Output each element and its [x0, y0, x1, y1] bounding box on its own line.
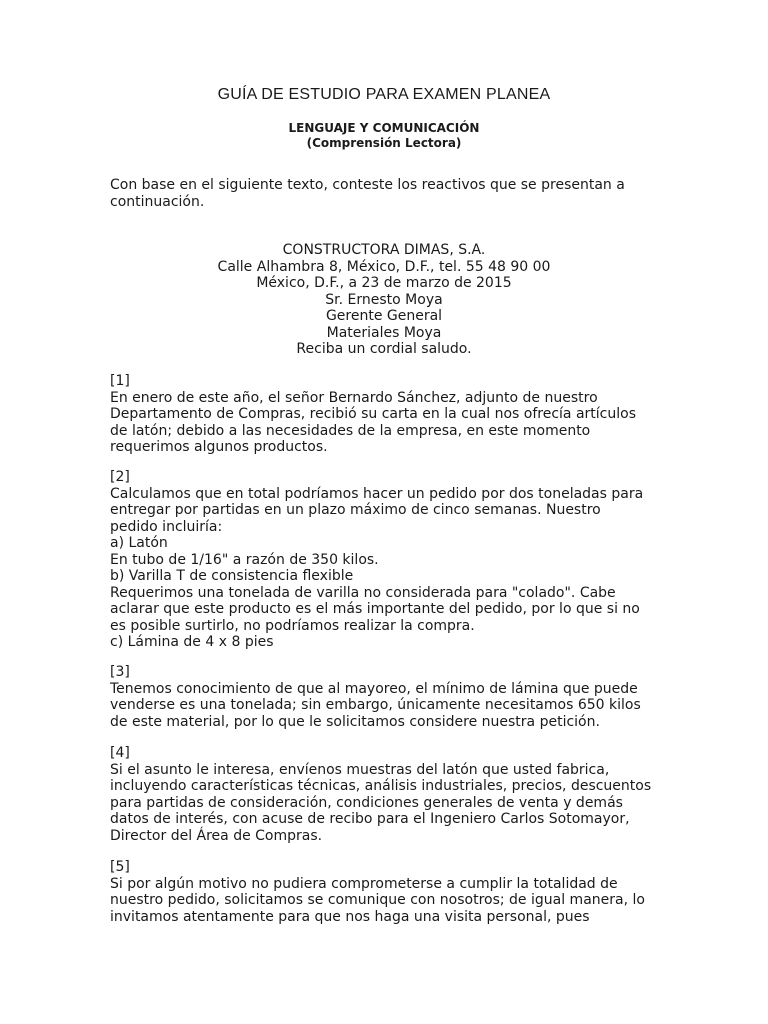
section-3 — [110, 664, 655, 730]
section-line: Si el asunto le interesa, envíenos muestras del latón que usted fabrica, — [110, 761, 610, 778]
section-marker: [1] — [110, 373, 130, 389]
section-1 — [110, 373, 655, 456]
section-line: Director del Área de Compras. — [110, 827, 323, 844]
intro-line: Con base en el siguiente texto, conteste los reactivos que se presentan a — [110, 177, 625, 193]
section-line: c) Lámina de 4 x 8 pies — [110, 634, 274, 650]
section-line: para partidas de consideración, condiciones generales de venta y demás — [110, 794, 623, 811]
company-name: CONSTRUCTORA DIMAS, S.A. — [282, 242, 486, 258]
section-line: requerimos algunos productos. — [110, 439, 328, 455]
section-line: Tenemos conocimiento de que al mayoreo, el mínimo de lámina que puede — [110, 680, 638, 697]
section-line: En tubo de 1/16" a razón de 350 kilos. — [110, 551, 379, 568]
section-line: a) Latón — [110, 535, 168, 551]
section-line: b) Varilla T de consistencia flexible — [110, 568, 354, 584]
recipient-title: Gerente General — [325, 308, 443, 324]
section-line: de este material, por lo que le solicitamos considere nuestra petición. — [110, 713, 600, 730]
document-subtitle — [0, 121, 768, 151]
section-marker: [3] — [110, 664, 130, 680]
section-line: invitamos atentamente para que nos haga una visita personal, pues — [110, 908, 590, 925]
section-line: es posible surtirlo, no podríamos realizar la compra. — [110, 617, 475, 634]
recipient-company: Materiales Moya — [326, 324, 442, 341]
section-line: de latón; debido a las necesidades de la empresa, en este momento — [110, 422, 591, 439]
section-marker: [5] — [110, 859, 130, 875]
recipient-name: Sr. Ernesto Moya — [325, 291, 443, 308]
letter-date: México, D.F., a 23 de marzo de 2015 — [256, 275, 512, 291]
section-2 — [110, 469, 655, 651]
intro-paragraph — [110, 177, 655, 210]
subtitle-topic: (Comprensión Lectora) — [306, 136, 462, 150]
company-address: Calle Alhambra 8, México, D.F., tel. 55 48 90 00 — [217, 258, 551, 275]
section-line: En enero de este año, el señor Bernardo Sánchez, adjunto de nuestro — [110, 389, 598, 406]
section-line: Si por algún motivo no pudiera comprometerse a cumplir la totalidad de — [110, 875, 618, 892]
section-line: incluyendo características técnicas, análisis industriales, precios, descuentos — [110, 778, 652, 794]
section-line: entregar por partidas en un plazo máximo de cinco semanas. Nuestro — [110, 502, 601, 518]
section-4 — [110, 745, 655, 844]
section-line: pedido incluiría: — [110, 518, 223, 535]
section-5 — [110, 859, 655, 925]
section-line: Departamento de Compras, recibió su carta en la cual nos ofrecía artículos — [110, 406, 636, 422]
section-line: datos de interés, con acuse de recibo para el Ingeniero Carlos Sotomayor, — [110, 811, 630, 827]
section-line: venderse es una tonelada; sin embargo, únicamente necesitamos 650 kilos — [110, 697, 641, 713]
greeting: Reciba un cordial saludo. — [296, 341, 472, 357]
intro-line: continuación. — [110, 193, 205, 210]
section-line: aclarar que este producto es el más importante del pedido, por lo que si no — [110, 601, 640, 617]
section-marker: [2] — [110, 469, 130, 485]
section-marker: [4] — [110, 745, 130, 761]
section-line: Calculamos que en total podríamos hacer un pedido por dos toneladas para — [110, 485, 644, 502]
document-title: GUÍA DE ESTUDIO PARA EXAMEN PLANEA — [217, 86, 551, 103]
subtitle-subject: LENGUAJE Y COMUNICACIÓN — [288, 121, 480, 135]
section-line: Requerimos una tonelada de varilla no considerada para "colado". Cabe — [110, 584, 616, 601]
section-line: nuestro pedido, solicitamos se comunique con nosotros; de igual manera, lo — [110, 892, 645, 908]
letterhead — [0, 242, 768, 358]
